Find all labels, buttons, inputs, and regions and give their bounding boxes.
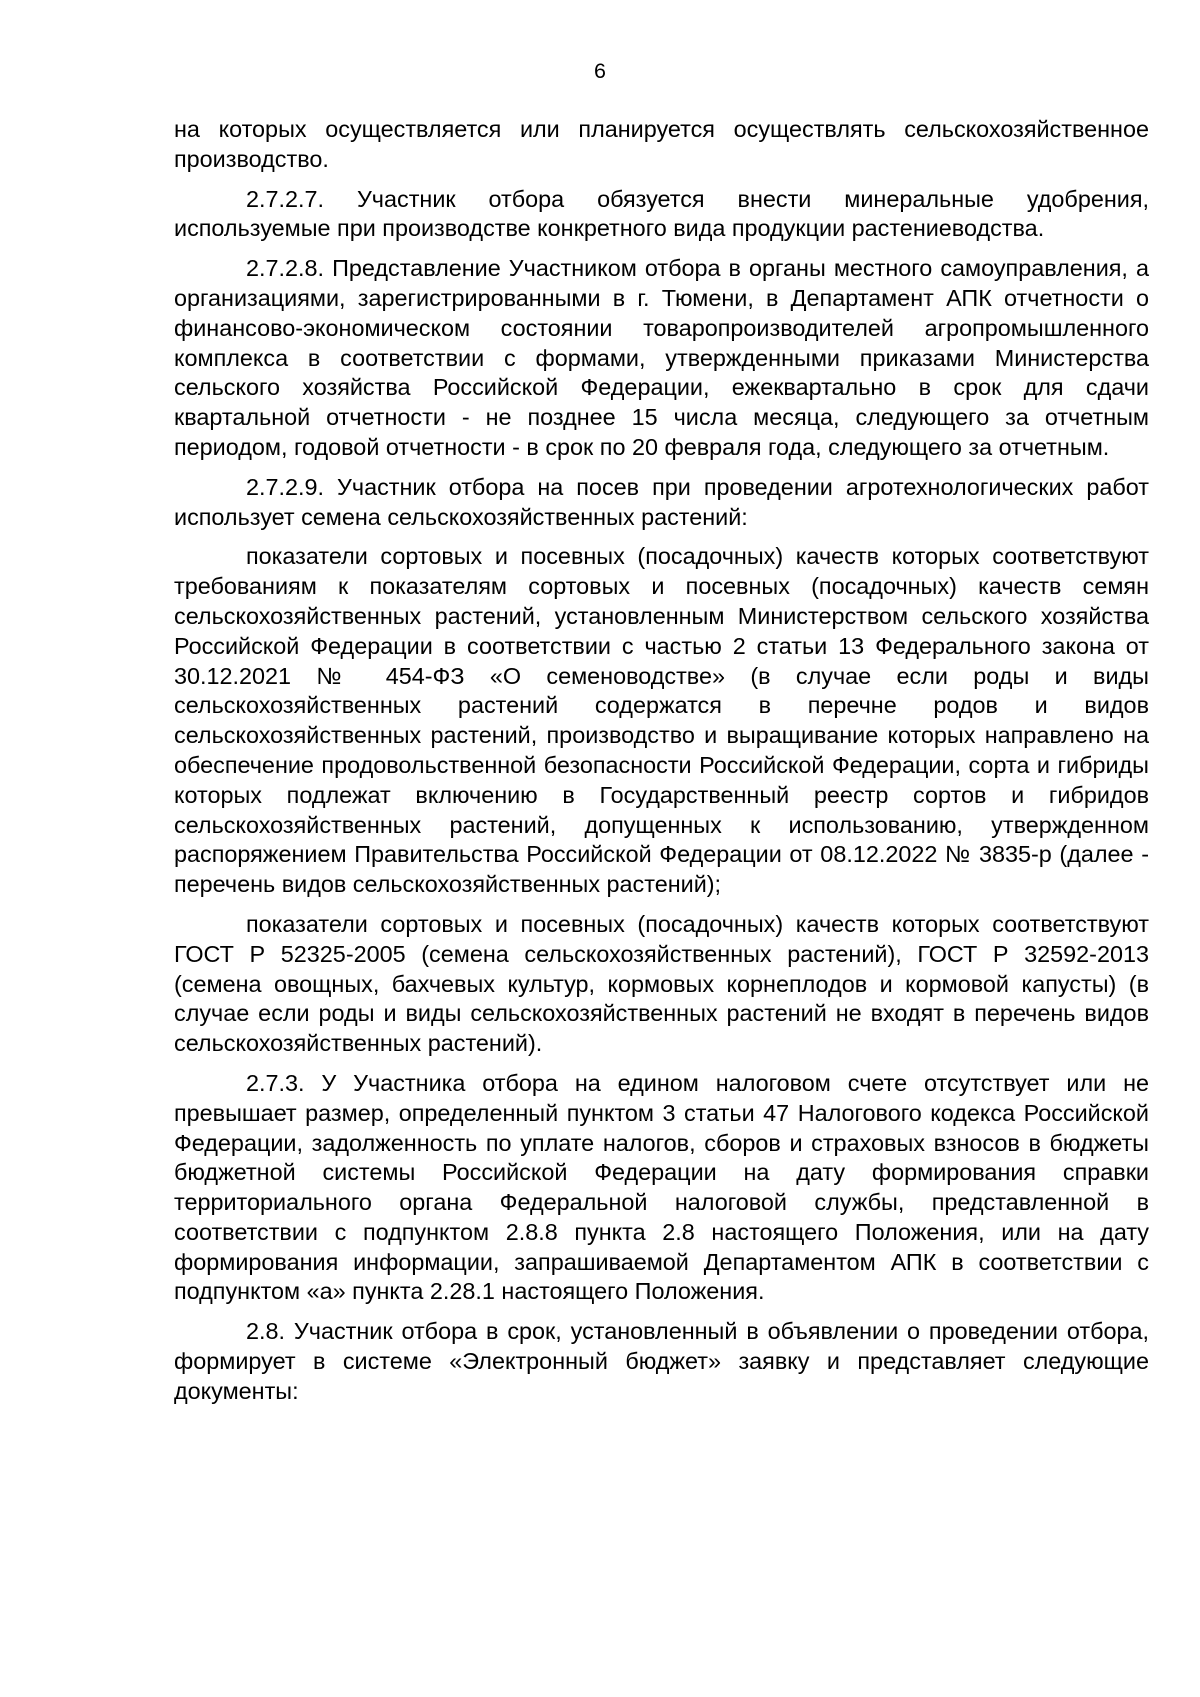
paragraph-seed-gost-requirements: показатели сортовых и посевных (посадочных) качеств которых соответствуют ГОСТ Р 52325-2005 (семена сельскохозяйственных растений), ГОСТ Р 32592-2013 (семена овощных, бахчевых культур, кормовых корнеплодов и кормовой капусты) (в случае если роды и виды сельскохозяйственных растений не входят в перечень видов сельскохозяйственных растений). [174, 910, 1149, 1057]
paragraph-2-8: 2.8. Участник отбора в срок, установленный в объявлении о проведении отбора, формирует в системе «Электронный бюджет» заявку и представляет следующие документы: [174, 1318, 1149, 1404]
paragraph-continuation: на которых осуществляется или планируется осуществлять сельскохозяйственное производство. [174, 116, 1149, 172]
page-number: 6 [594, 59, 606, 83]
paragraph-2-7-2-9: 2.7.2.9. Участник отбора на посев при проведении агротехнологических работ использует семена сельскохозяйственных растений: [174, 473, 1149, 530]
paragraph-2-7-2-7: 2.7.2.7. Участник отбора обязуется внести минеральные удобрения, используемые при производстве конкретного вида продукции растениеводства. [174, 185, 1149, 242]
paragraph-seed-quality-requirements: показатели сортовых и посевных (посадочных) качеств которых соответствуют требованиям к показателям сортовых и посевных (посадочных) качеств семян сельскохозяйственных растений, установленным Министерством сельского хозяйства Российской Федерации в соответствии с частью 2 статьи 13 Федерального закона от 30.12.2021 № 454-ФЗ «О семеноводстве» (в случае если роды и виды сельскохозяйственных растений содержатся в перечне родов и видов сельскохозяйственных растений, производство и выращивание которых направлено на обеспечение продовольственной безопасности Российской Федерации, сорта и гибриды которых подлежат включению в Государственный реестр сортов и гибридов сельскохозяйственных растений, допущенных к использованию, утвержденном распоряжением Правительства Российской Федерации от 08.12.2022 № 3835-р (далее - перечень видов сельскохозяйственных растений); [174, 543, 1149, 898]
document-body [174, 115, 1149, 1417]
paragraph-2-7-2-8: 2.7.2.8. Представление Участником отбора в органы местного самоуправления, а организациями, зарегистрированными в г. Тюмени, в Департамент АПК отчетности о финансово-экономическом состоянии товаропроизводителей агропромышленного комплекса в соответствии с формами, утвержденными приказами Министерства сельского хозяйства Российской Федерации, ежеквартально в срок для сдачи квартальной отчетности - не позднее 15 числа месяца, следующего за отчетным периодом, годовой отчетности - в срок по 20 февраля года, следующего за отчетным. [174, 255, 1149, 460]
paragraph-2-7-3: 2.7.3. У Участника отбора на едином налоговом счете отсутствует или не превышает размер, определенный пунктом 3 статьи 47 Налогового кодекса Российской Федерации, задолженность по уплате налогов, сборов и страховых взносов в бюджеты бюджетной системы Российской Федерации на дату формирования справки территориального органа Федеральной налоговой службы, представленной в соответствии с подпунктом 2.8.8 пункта 2.8 настоящего Положения, или на дату формирования информации, запрашиваемой Департаментом АПК в соответствии с подпунктом «а» пункта 2.28.1 настоящего Положения. [174, 1069, 1149, 1305]
